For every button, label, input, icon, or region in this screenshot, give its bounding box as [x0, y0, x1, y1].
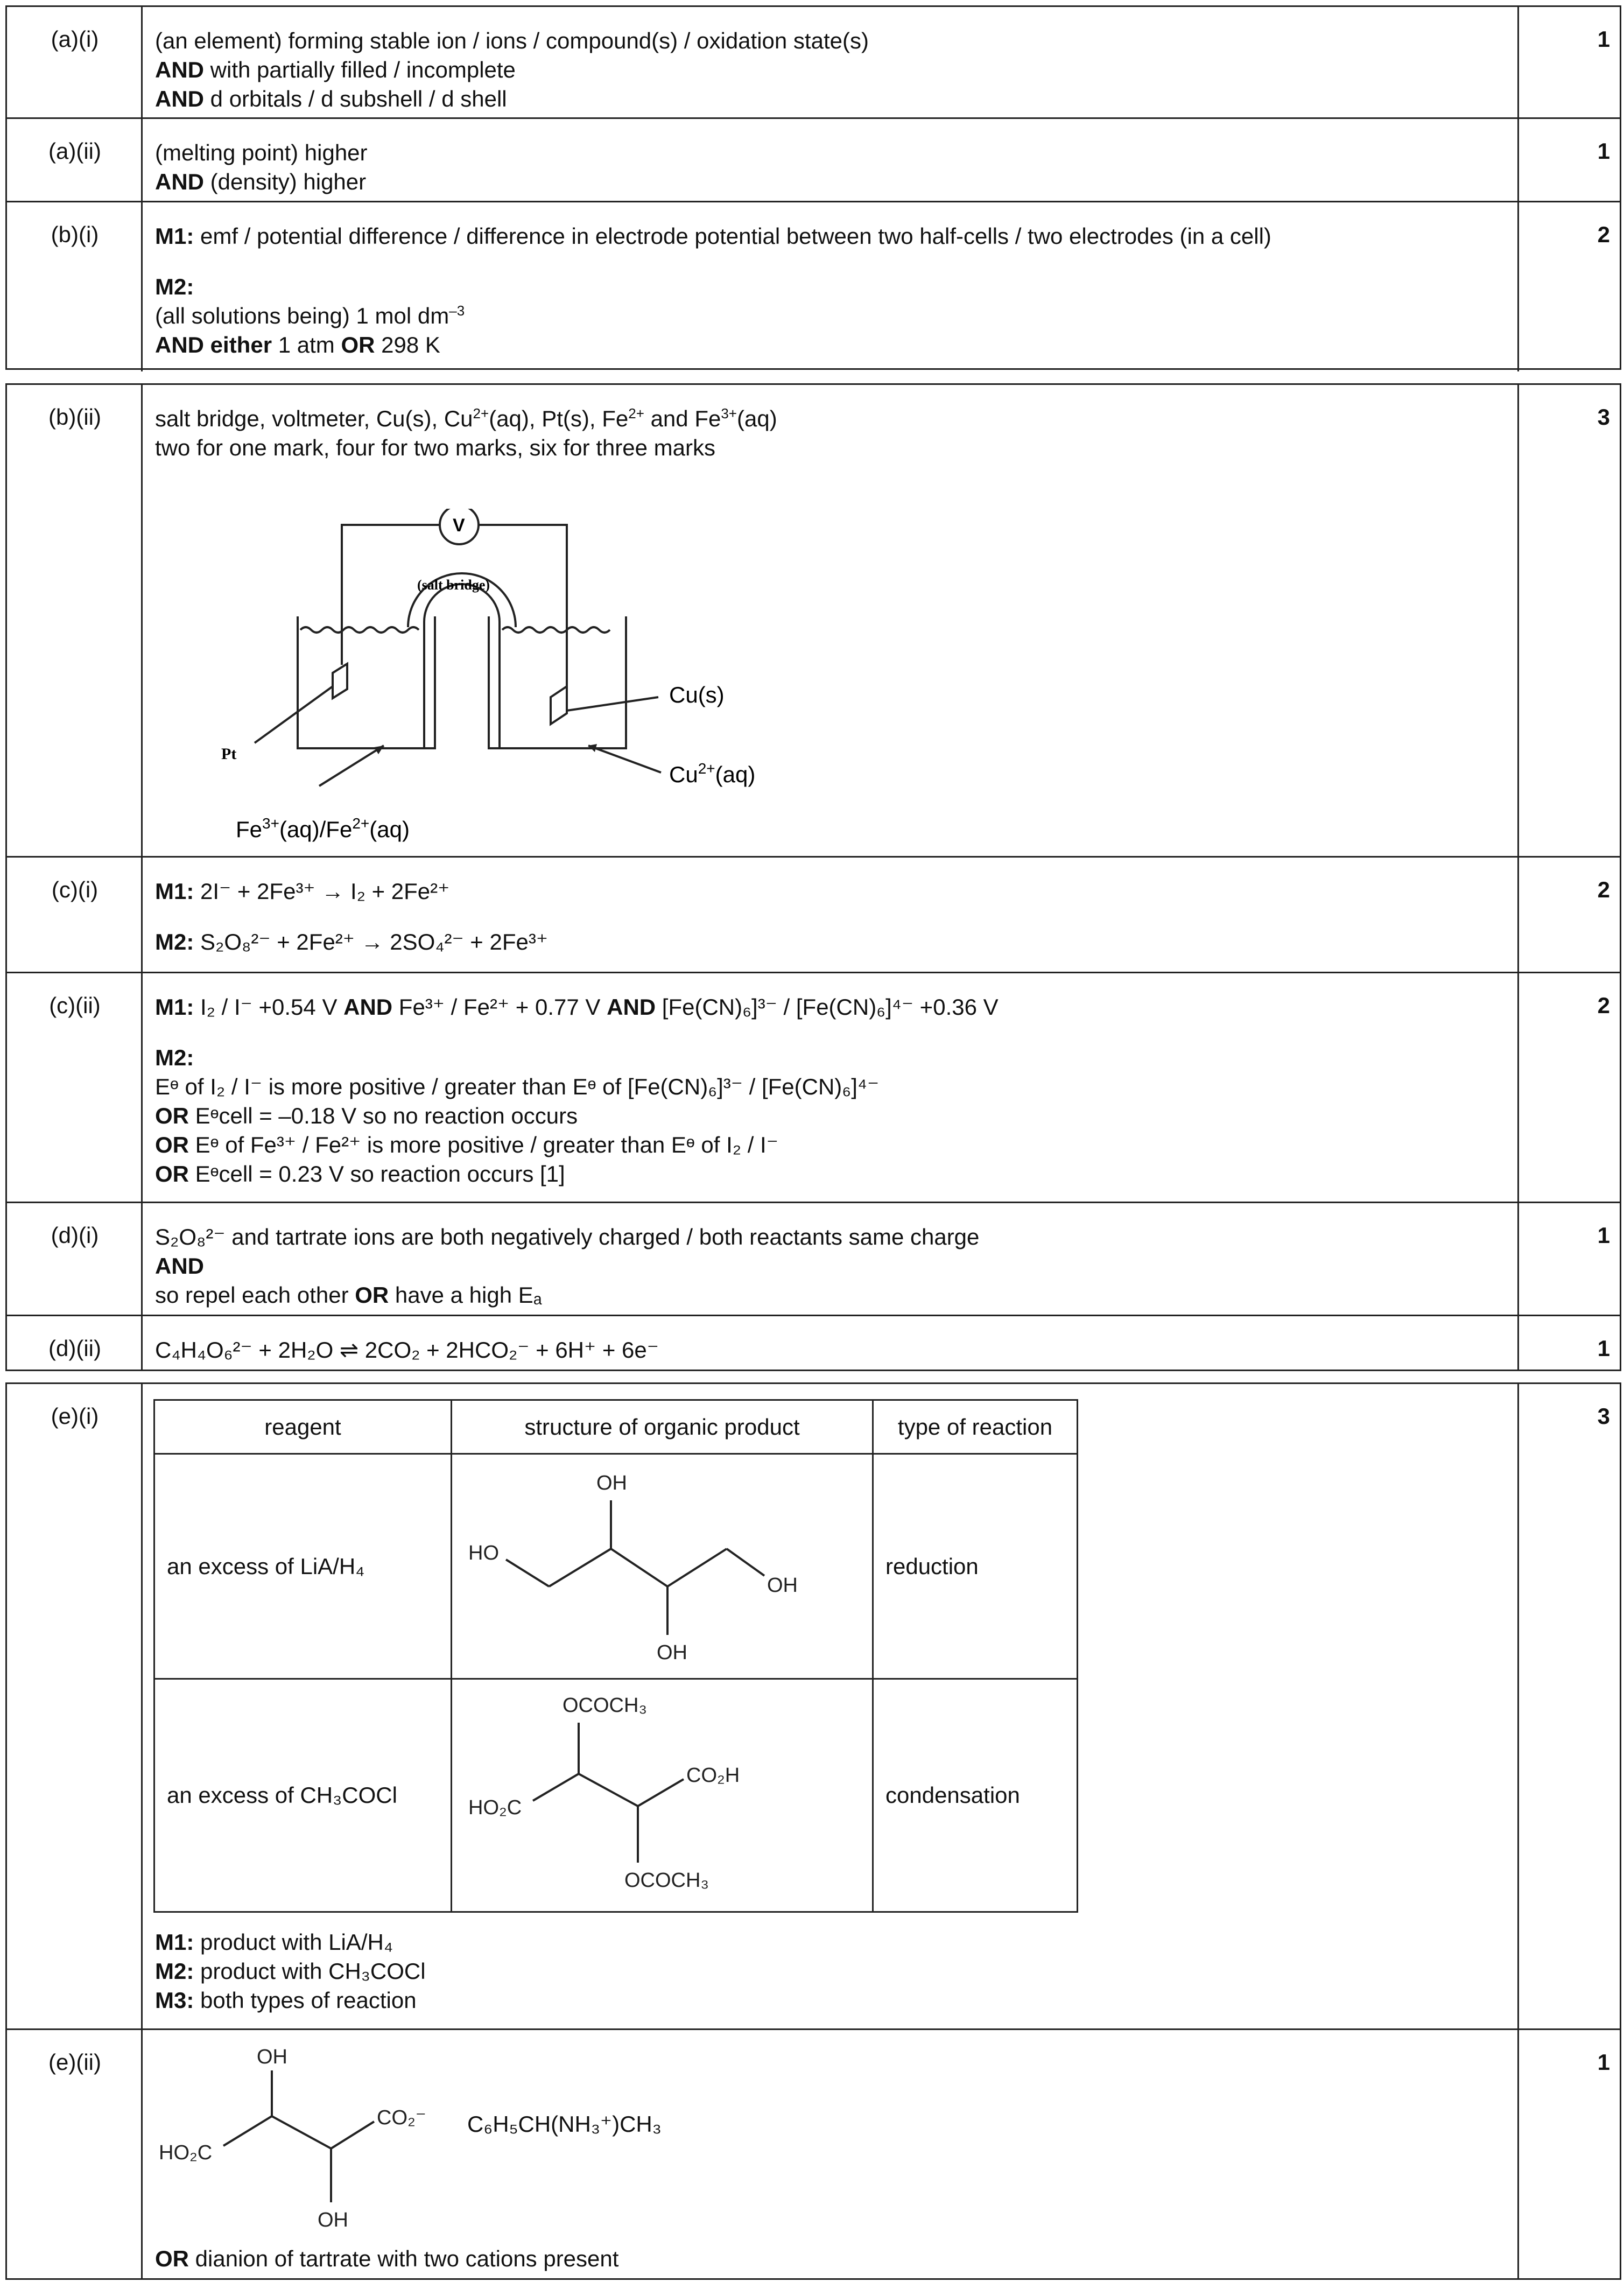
- svg-text:OH: OH: [318, 2209, 348, 2231]
- svg-text:CO₂H: CO₂H: [686, 1764, 740, 1787]
- mark-value: 3: [1597, 404, 1610, 430]
- mark-value: 2: [1597, 222, 1610, 247]
- marking-points: M1: product with LiA/H₄ M2: product with CH₃COCl M3: both types of reaction: [155, 1929, 426, 2013]
- cu-aq-label: $Cu^{2+}(aq)$: [669, 760, 756, 787]
- question-number: (b)(ii): [48, 404, 101, 430]
- svg-text:OH: OH: [596, 1472, 627, 1494]
- answer-text: salt bridge, voltmeter, Cu(s), $Cu^{2+}(aq)$, Pt(s), $Fe^{2+}$ and $Fe^{3+}(aq)$ two for one mark, four for two marks, six for three marks: [155, 405, 777, 460]
- section-a-b: [5, 5, 1621, 370]
- voltmeter-label: V: [453, 515, 465, 536]
- svg-text:HO: HO: [468, 1542, 499, 1564]
- mark-value: 2: [1597, 993, 1610, 1018]
- row-e-ii: [7, 2030, 1620, 2280]
- fe-aq-label: $Fe^{3+}(aq)/Fe^{2+}(aq)$: [236, 815, 410, 842]
- section-b-c-d: [5, 383, 1621, 1371]
- svg-text:HO₂C: HO₂C: [468, 1796, 522, 1819]
- answer-text: M1: I₂ / I⁻ +0.54 V AND Fe³⁺ / Fe²⁺ + 0.77 V AND [Fe(CN)₆]³⁻ / [Fe(CN)₆]⁴⁻ +0.36 V M2: Eᶱ of I₂ / I⁻ is more positive / greater than Eᶱ of [Fe(CN)₆]³⁻ / [Fe(CN)₆]⁴⁻ OR Eᶱcell = –0.18 V so no reaction occurs OR Eᶱ of Fe³⁺ / Fe²⁺ is more positive / greater than Eᶱ of I₂ / I⁻ OR Eᶱcell = 0.23 V so reaction occurs [1]: [155, 994, 999, 1186]
- header-reagent: reagent: [154, 1400, 452, 1454]
- mark-value: 2: [1597, 877, 1610, 902]
- mark-value: 1: [1597, 26, 1610, 52]
- question-number: (d)(i): [51, 1223, 99, 1248]
- svg-text:OH: OH: [767, 1574, 798, 1597]
- svg-text:OH: OH: [257, 2046, 287, 2068]
- answer-text: OR dianion of tartrate with two cations present: [155, 2246, 619, 2271]
- svg-text:CO₂⁻: CO₂⁻: [377, 2107, 426, 2129]
- question-number: (c)(i): [51, 877, 99, 902]
- reagent-table: [153, 1399, 1078, 1913]
- diacetyl-tartaric-acid-structure: [452, 1680, 872, 1906]
- svg-text:HO₂C: HO₂C: [159, 2141, 213, 2164]
- answer-text: S₂O₈²⁻ and tartrate ions are both negatively charged / both reactants same charge AND so repel each other OR have a high Eₐ: [155, 1224, 980, 1308]
- section-e: [5, 1382, 1621, 2280]
- reagent-ch3cocl: an excess of CH₃COCl: [154, 1679, 452, 1912]
- tartrate-monoanion-structure: [153, 2041, 455, 2240]
- row-d-i: [7, 1203, 1620, 1316]
- question-number: (e)(i): [51, 1403, 99, 1429]
- cu-s-label: Cu(s): [669, 682, 725, 707]
- question-number: (a)(i): [51, 26, 99, 52]
- reagent-lialh4: an excess of LiA/H₄: [154, 1454, 452, 1679]
- salt-bridge-label: (salt bridge): [417, 577, 490, 593]
- row-a-i: [7, 7, 1620, 119]
- header-structure: structure of organic product: [452, 1400, 873, 1454]
- answer-text: M1: emf / potential difference / difference in electrode potential between two half-cells / two electrodes (in a cell) M2: (all solutions being) 1 mol $dm^{-3}$ AND either 1 atm OR 298 K: [155, 223, 1271, 357]
- question-number: (e)(ii): [48, 2049, 101, 2075]
- answer-text: (an element) forming stable ion / ions / compound(s) / oxidation state(s) AND with partially filled / incomplete AND d orbitals / d subshell / d shell: [155, 28, 869, 111]
- mark-value: 1: [1597, 1336, 1610, 1361]
- row-c-ii: [7, 973, 1620, 1203]
- pt-label: Pt: [221, 745, 237, 763]
- question-number: (d)(ii): [48, 1336, 101, 1361]
- question-number: (b)(i): [51, 222, 99, 247]
- row-b-ii: [7, 385, 1620, 858]
- mark-value: 1: [1597, 2049, 1610, 2075]
- tetraol-structure: [452, 1455, 872, 1673]
- row-a-ii: [7, 119, 1620, 202]
- question-number: (a)(ii): [48, 138, 101, 164]
- answer-text: (melting point) higher AND (density) higher: [155, 140, 368, 194]
- type-condensation: condensation: [873, 1679, 1078, 1912]
- mark-value: 1: [1597, 1223, 1610, 1248]
- structure-diester: [452, 1679, 873, 1912]
- row-d-ii: [7, 1316, 1620, 1370]
- type-reduction: reduction: [873, 1454, 1078, 1679]
- mark-value: 3: [1597, 1403, 1610, 1429]
- answer-text: C₄H₄O₆²⁻ + 2H₂O ⇌ 2CO₂ + 2HCO₂⁻ + 6H⁺ + 6e⁻: [155, 1337, 659, 1363]
- svg-text:OCOCH₃: OCOCH₃: [624, 1869, 709, 1892]
- cation-formula: C₆H₅CH(NH₃⁺)CH₃: [467, 2111, 662, 2137]
- structure-tetraol: [452, 1454, 873, 1679]
- svg-text:OH: OH: [657, 1641, 687, 1664]
- row-b-i: [7, 202, 1620, 371]
- row-e-i: [7, 1384, 1620, 2030]
- question-number: (c)(ii): [49, 993, 101, 1018]
- svg-text:OCOCH₃: OCOCH₃: [563, 1694, 647, 1717]
- header-type: type of reaction: [873, 1400, 1078, 1454]
- answer-text: M1: 2I⁻ + 2Fe³⁺ → I₂ + 2Fe²⁺ M2: S₂O₈²⁻ + 2Fe²⁺ → 2SO₄²⁻ + 2Fe³⁺: [155, 879, 549, 954]
- electrochemical-cell-diagram: [201, 509, 847, 853]
- row-c-i: [7, 858, 1620, 973]
- mark-value: 1: [1597, 138, 1610, 164]
